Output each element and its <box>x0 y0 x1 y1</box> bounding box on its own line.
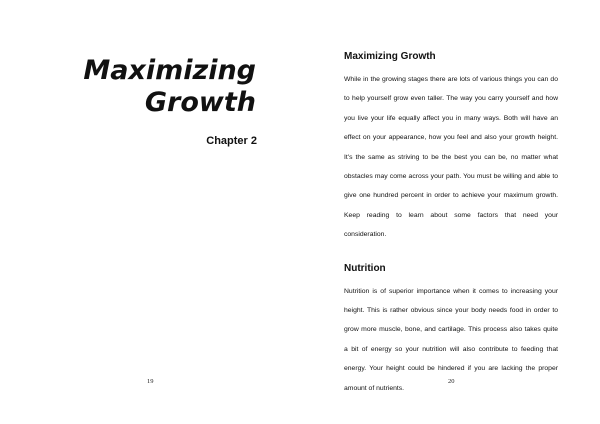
section-heading-maximizing-growth: Maximizing Growth <box>344 51 436 62</box>
chapter-title-line-1: Maximizing <box>83 55 256 86</box>
right-page <box>300 0 600 424</box>
section-paragraph-nutrition: Nutrition is of superior importance when it comes to increasing your height. This is rather obvious since your body needs food in order to grow more muscle, bone, and cartilage. This process also takes quite a bit of energy so your nutrition will also contribute to feeding that energy. Your height could be hindered if you are lacking the proper amount of nutrients. <box>344 287 558 392</box>
chapter-label: Chapter 2 <box>206 135 257 147</box>
chapter-title <box>83 55 256 119</box>
page-content <box>344 50 558 398</box>
section-paragraph-maximizing-growth: While in the growing stages there are lots of various things you can do to help yourself grow even taller. The way you carry yourself and how you live your life equally affect you in many ways. Both will have an effect on your appearance, how you feel and also your growth height. It's the same as striving to be the best you can be, no matter what obstacles may come across your path. You must be willing and able to give one hundred percent in order to achieve your maximum growth. Keep reading to learn about some factors that need your consideration. <box>344 76 558 239</box>
chapter-title-line-2: Growth <box>144 87 256 118</box>
page-number-right: 20 <box>448 378 455 385</box>
page-number-left: 19 <box>147 378 154 385</box>
section-heading-nutrition: Nutrition <box>344 262 386 274</box>
